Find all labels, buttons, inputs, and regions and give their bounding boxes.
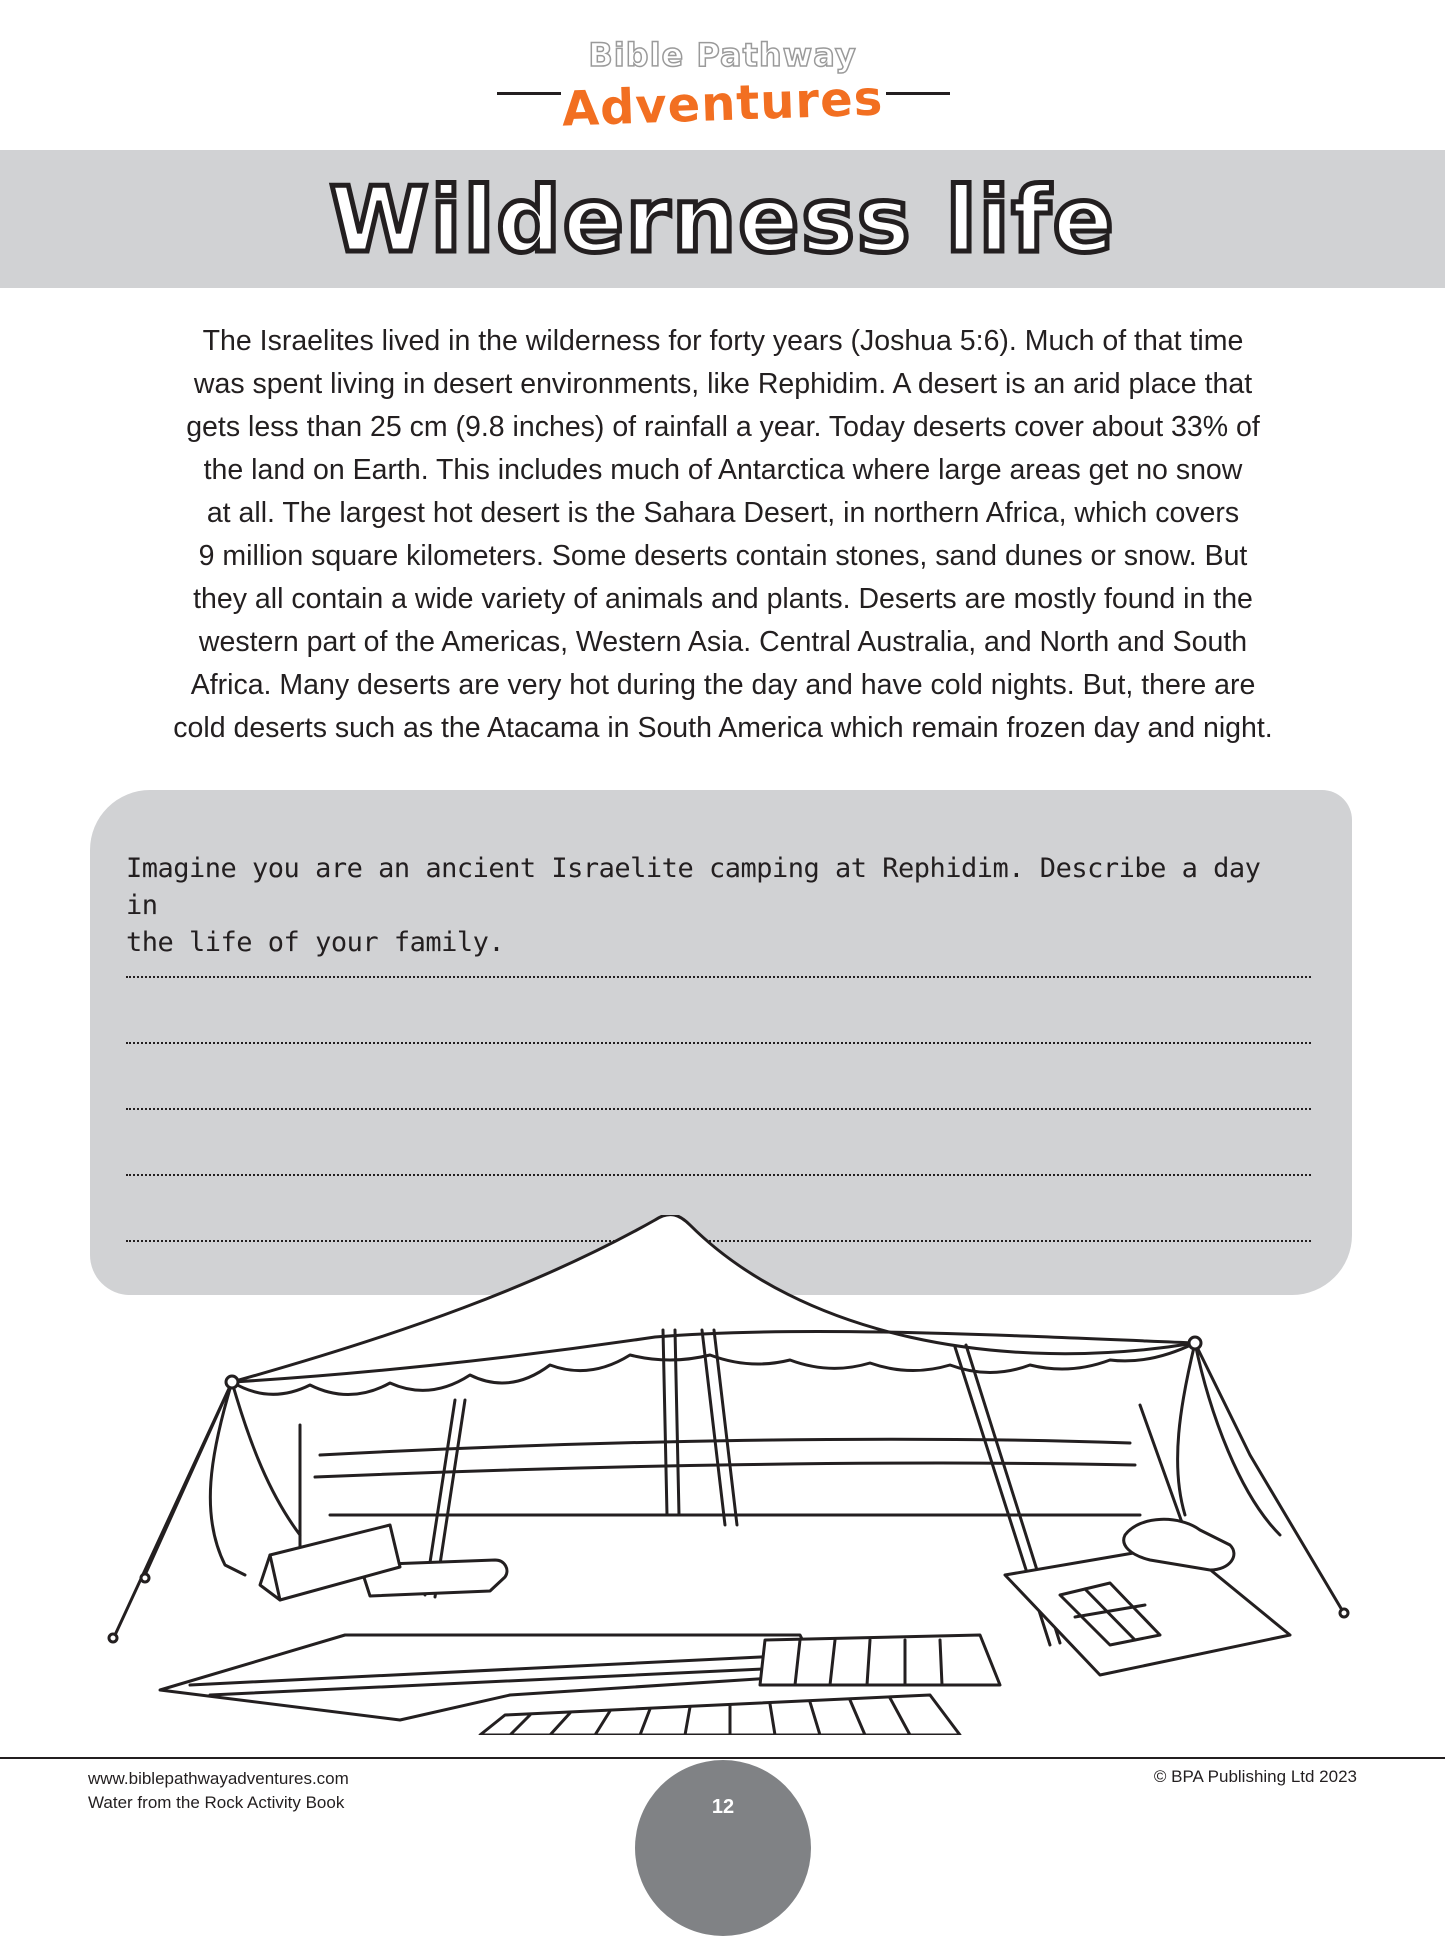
answer-line-1[interactable]	[126, 976, 1311, 978]
brand-logo-main: Adventures	[560, 70, 885, 138]
footer-rule	[0, 1757, 1445, 1759]
footer-book-title: Water from the Rock Activity Book	[88, 1793, 345, 1812]
body-line: they all contain a wide variety of animals and plants. Deserts are mostly found in the	[193, 583, 1253, 615]
prompt-line-1: Imagine you are an ancient Israelite camping at Rephidim. Describe a day in	[126, 853, 1261, 921]
body-line: The Israelites lived in the wilderness for forty years (Joshua 5:6). Much of that time	[202, 325, 1244, 357]
body-line: cold deserts such as the Atacama in South America which remain frozen day and night.	[173, 712, 1273, 744]
body-paragraph	[118, 320, 1328, 750]
brand-logo-top: Bible Pathway	[588, 36, 857, 74]
body-line: Africa. Many deserts are very hot during the day and have cold nights. But, there are	[190, 669, 1256, 701]
header	[0, 0, 1445, 140]
prompt-line-2: the life of your family.	[126, 927, 505, 958]
footer-copyright: © BPA Publishing Ltd 2023	[1153, 1767, 1357, 1786]
answer-line-2[interactable]	[126, 1042, 1311, 1044]
footer-left	[88, 1767, 349, 1815]
page-number: 12	[711, 1796, 735, 1818]
body-line: the land on Earth. This includes much of Antarctica where large areas get no snow	[203, 454, 1243, 486]
body-line: 9 million square kilometers. Some deserts contain stones, sand dunes or snow. But	[198, 540, 1248, 572]
answer-line-4[interactable]	[126, 1174, 1311, 1176]
body-line: western part of the Americas, Western Asia. Central Australia, and North and South	[198, 626, 1248, 658]
writing-prompt	[126, 850, 1306, 961]
body-line: at all. The largest hot desert is the Sahara Desert, in northern Africa, which covers	[206, 497, 1240, 529]
footer-website[interactable]: www.biblepathwayadventures.com	[88, 1769, 349, 1788]
body-line: was spent living in desert environments, like Rephidim. A desert is an arid place that	[193, 368, 1253, 400]
answer-line-3[interactable]	[126, 1108, 1311, 1110]
page-title: Wilderness life	[329, 168, 1116, 273]
body-line: gets less than 25 cm (9.8 inches) of rainfall a year. Today deserts cover about 33% of	[186, 411, 1260, 443]
tent-illustration	[100, 1215, 1360, 1735]
page-number-badge	[635, 1760, 811, 1936]
